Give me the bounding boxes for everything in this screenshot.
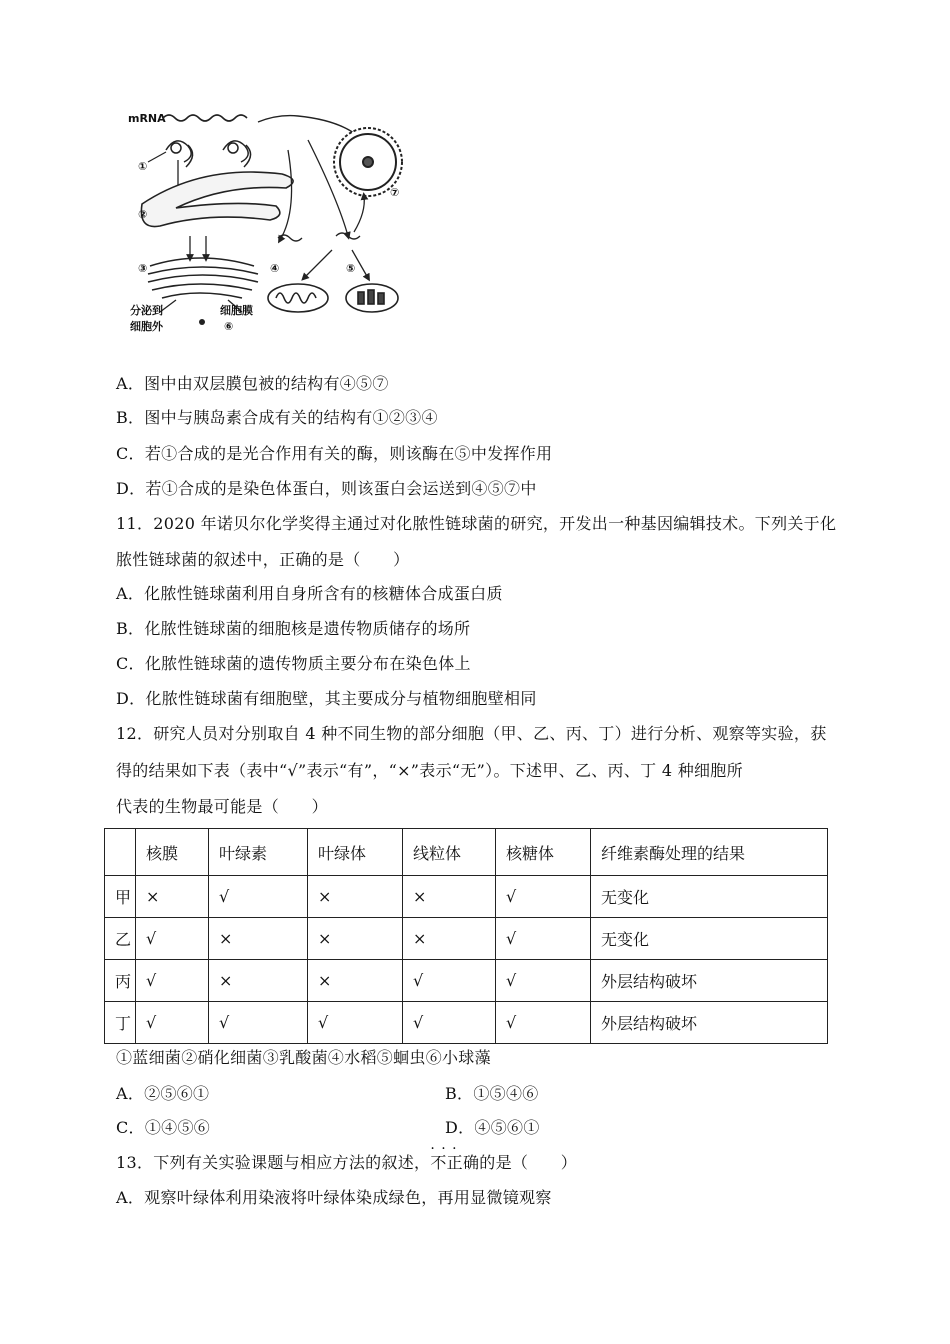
marker-6: ⑥ xyxy=(224,320,234,333)
table-cell: √ xyxy=(136,960,209,1002)
header-cell xyxy=(105,829,136,876)
header-cell: 核膜 xyxy=(136,829,209,876)
mrna-label: mRNA xyxy=(128,112,166,125)
q12-organisms: ①蓝细菌②硝化细菌③乳酸菌④水稻⑤蛔虫⑥小球藻 xyxy=(116,1048,491,1067)
vesicle-dot xyxy=(199,319,205,325)
q11-option-b: B．化脓性链球菌的细胞核是遗传物质储存的场所 xyxy=(116,619,471,638)
table-header-row xyxy=(105,829,828,876)
table-cell: 丁 xyxy=(105,1002,136,1044)
q13-option-a: A．观察叶绿体利用染液将叶绿体染成绿色，再用显微镜观察 xyxy=(116,1188,552,1207)
arrow-to-mito xyxy=(280,150,292,240)
q11-option-d: D．化脓性链球菌有细胞壁，其主要成分与植物细胞壁相同 xyxy=(116,689,537,708)
table-cell: √ xyxy=(496,876,591,918)
table-cell: × xyxy=(403,876,496,918)
endoplasmic-reticulum xyxy=(141,172,293,227)
marker-4: ④ xyxy=(270,262,280,275)
arrow-down-1 xyxy=(148,152,166,162)
q13-stem xyxy=(116,1153,577,1173)
table-cell: √ xyxy=(209,1002,308,1044)
q11-stem-line2: 脓性链球菌的叙述中，正确的是（ ） xyxy=(116,550,410,569)
table-cell: × xyxy=(209,960,308,1002)
table-cell: × xyxy=(308,876,403,918)
secrete-label-line1: 分泌到 xyxy=(130,304,163,317)
q12-option-d: D．④⑤⑥① xyxy=(445,1118,540,1137)
arrow-to-nucleus xyxy=(354,196,364,232)
table-row xyxy=(105,1002,828,1044)
table-cell: √ xyxy=(496,918,591,960)
table-cell: √ xyxy=(136,1002,209,1044)
chloroplast xyxy=(346,284,398,312)
table-row xyxy=(105,876,828,918)
header-cell: 纤维素酶处理的结果 xyxy=(591,829,828,876)
golgi-apparatus xyxy=(148,258,258,298)
mitochondrion xyxy=(268,284,328,312)
table-cell: 无变化 xyxy=(591,918,828,960)
table-cell: √ xyxy=(496,960,591,1002)
q12-stem-line2: 得的结果如下表（表中“√”表示“有”，“×”表示“无”）。下述甲、乙、丙、丁 4 种细胞所 xyxy=(116,761,743,780)
table-cell: × xyxy=(308,960,403,1002)
table-cell: √ xyxy=(403,960,496,1002)
table-cell: √ xyxy=(308,1002,403,1044)
q10-option-b: B．图中与胰岛素合成有关的结构有①②③④ xyxy=(116,408,438,427)
protein-sorting-diagram xyxy=(118,100,418,340)
mrna-strand-right xyxy=(258,116,358,136)
q12-stem-line1: 12．研究人员对分别取自 4 种不同生物的部分细胞（甲、乙、丙、丁）进行分析、观察等实验，获 xyxy=(116,724,827,743)
marker-7: ⑦ xyxy=(390,186,400,199)
table-cell: √ xyxy=(403,1002,496,1044)
table-cell: 乙 xyxy=(105,918,136,960)
table-row xyxy=(105,960,828,1002)
header-cell: 线粒体 xyxy=(403,829,496,876)
table-cell: 无变化 xyxy=(591,876,828,918)
q12-option-a: A．②⑤⑥① xyxy=(116,1084,210,1103)
header-cell: 叶绿素 xyxy=(209,829,308,876)
arrow-to-4 xyxy=(304,250,332,278)
table-cell: × xyxy=(209,918,308,960)
q12-stem-line3: 代表的生物最可能是（ ） xyxy=(116,797,328,816)
table-cell: √ xyxy=(209,876,308,918)
q11-option-a: A．化脓性链球菌利用自身所含有的核糖体合成蛋白质 xyxy=(116,584,503,603)
q12-option-b: B．①⑤④⑥ xyxy=(445,1084,539,1103)
q10-option-a: A．图中由双层膜包被的结构有④⑤⑦ xyxy=(116,374,389,393)
header-cell: 核糖体 xyxy=(496,829,591,876)
q13-stem-after: 的是（ ） xyxy=(479,1153,578,1172)
q13-stem-before: 13．下列有关实验课题与相应方法的叙述， xyxy=(116,1153,431,1172)
marker-3: ③ xyxy=(138,262,148,275)
mrna-strand xyxy=(163,115,247,121)
marker-2: ② xyxy=(138,208,148,221)
header-cell: 叶绿体 xyxy=(308,829,403,876)
q12-option-c: C．①④⑤⑥ xyxy=(116,1118,211,1137)
q10-option-c: C．若①合成的是光合作用有关的酶，则该酶在⑤中发挥作用 xyxy=(116,444,553,463)
table-cell: 甲 xyxy=(105,876,136,918)
table-cell: √ xyxy=(496,1002,591,1044)
table-cell: × xyxy=(403,918,496,960)
q13-stem-emphasis: · · · 不正确 xyxy=(430,1153,479,1172)
table-cell: × xyxy=(308,918,403,960)
table-cell: 丙 xyxy=(105,960,136,1002)
secrete-label-line2: 细胞外 xyxy=(130,320,163,333)
table-cell: 外层结构破坏 xyxy=(591,960,828,1002)
q10-option-d: D．若①合成的是染色体蛋白，则该蛋白会运送到④⑤⑦中 xyxy=(116,479,537,498)
q11-stem-line1: 11．2020 年诺贝尔化学奖得主通过对化脓性链球菌的研究，开发出一种基因编辑技术。下列关于化 xyxy=(116,514,837,533)
table-cell: 外层结构破坏 xyxy=(591,1002,828,1044)
marker-5: ⑤ xyxy=(346,262,356,275)
table-cell: √ xyxy=(136,918,209,960)
table-row xyxy=(105,918,828,960)
marker-1: ① xyxy=(138,160,148,173)
table-cell: × xyxy=(136,876,209,918)
cell-analysis-table xyxy=(104,828,828,1044)
ribosome-group xyxy=(166,141,251,167)
membrane-label: 细胞膜 xyxy=(220,304,253,317)
q11-option-c: C．化脓性链球菌的遗传物质主要分布在染色体上 xyxy=(116,654,471,673)
